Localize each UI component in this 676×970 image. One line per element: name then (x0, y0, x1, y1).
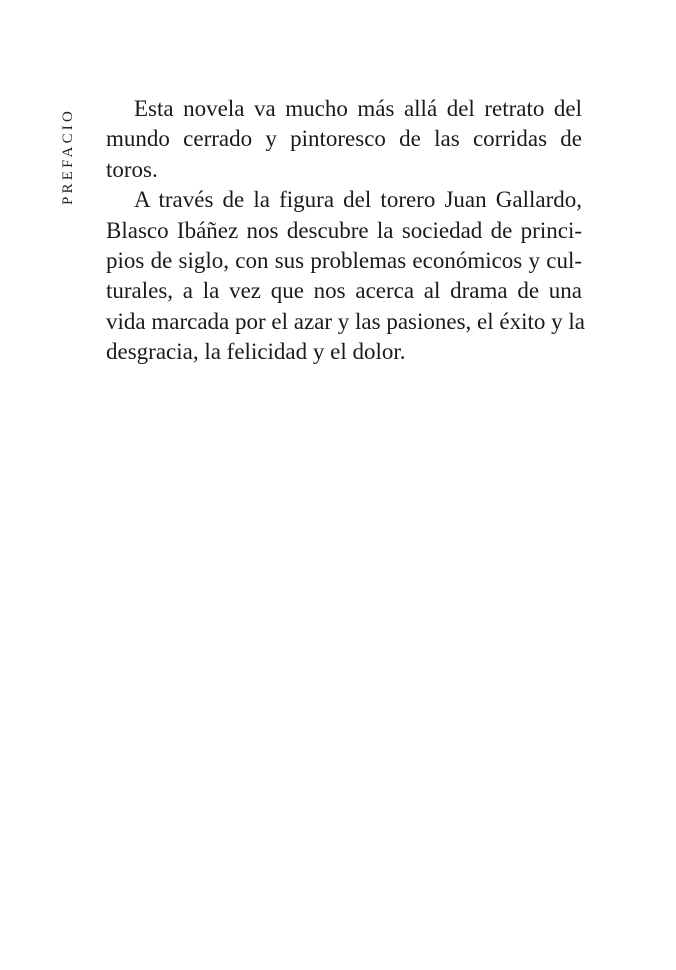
text-line: pios de siglo, con sus problemas económicos y cul- (106, 248, 582, 274)
text-line: A través de la figura del torero Juan Gallardo, (134, 187, 582, 213)
text-line: toros. (106, 156, 158, 182)
paragraph-2 (106, 185, 585, 367)
section-label: PREFACIO (60, 107, 76, 205)
text-line: vida marcada por el azar y las pasiones, el éxito y la (106, 308, 585, 334)
paragraph-1 (106, 94, 582, 185)
text-line: Esta novela va mucho más allá del retrato del (134, 96, 582, 121)
text-line: turales, a la vez que nos acerca al drama de una (106, 278, 582, 304)
text-line: mundo cerrado y pintoresco de las corridas de (106, 126, 582, 152)
text-line: Blasco Ibáñez nos descubre la sociedad de princi- (106, 217, 582, 243)
preface-text (106, 94, 585, 368)
text-line: desgracia, la felicidad y el dolor. (106, 339, 406, 365)
